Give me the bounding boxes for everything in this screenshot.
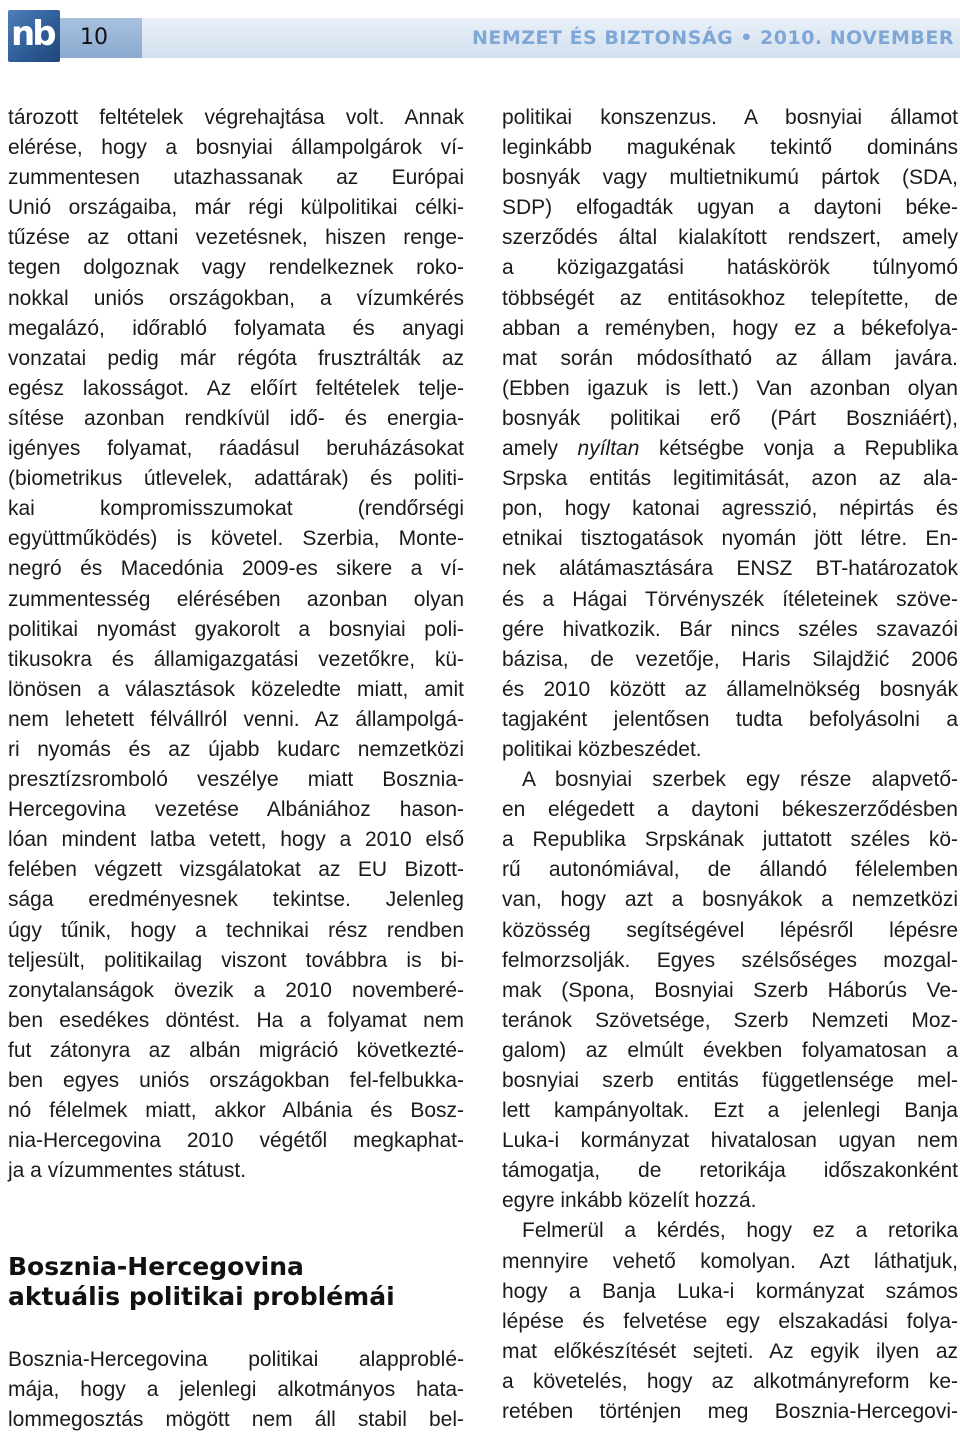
text-line: mat előkészítését sejteti. Az egyik ilyen az [502, 1339, 958, 1363]
header-band [142, 18, 960, 58]
section-title [8, 1252, 464, 1312]
text-line: Luka-i kormányzat hivatalosan ugyan nem [502, 1129, 958, 1153]
text-line: támogatja, de retorikája időszakonként [502, 1159, 958, 1183]
text-line: sítése azonban rendkívül idő- és energia- [8, 406, 464, 430]
text-line: van, hogy azt a bosnyákok a nemzetközi [502, 888, 958, 912]
text-line: nia-Hercegovina 2010 végétől megkaphat- [8, 1129, 464, 1153]
text-line: zonytalanságok övezik a 2010 novemberé- [8, 978, 464, 1002]
text-line: kai kompromisszumokat (rendőrségi [8, 497, 464, 521]
text-line: zummentesen utazhassanak az Európai [8, 166, 464, 190]
text-line: tározott feltételek végrehajtása volt. Annak [8, 106, 464, 129]
text-line: galom) az elmúlt években folyamatosan a [502, 1038, 958, 1062]
text-line: gére hivatkozik. Bár nincs széles szavazói [502, 617, 958, 641]
text-line: a követelés, hogy az alkotmányreform ke- [502, 1369, 958, 1393]
text-line: presztízsromboló veszélye miatt Bosznia- [8, 768, 464, 792]
text-line: mennyire vehető komolyan. Azt láthatjuk, [502, 1249, 958, 1273]
text-line: egész lakosságot. Az előírt feltételek telje- [8, 376, 464, 400]
text-line: zummentesség elérésében azonban olyan [8, 587, 464, 611]
text-line: mat során módosítható az állam javára. [502, 346, 958, 370]
logo-text: nb [11, 14, 54, 54]
journal-title: NEMZET ÉS BIZTONSÁG • 2010. NOVEMBER [471, 27, 954, 49]
text-line: felében végzett vizsgálatokat az EU Bizott- [8, 858, 464, 882]
text-line: bosnyiai szerb entitás függetlensége mel- [502, 1069, 958, 1092]
text-line: mak (Spona, Bosnyiai Szerb Háborús Ve- [502, 978, 958, 1002]
text-line: nó félelmek miatt, akkor Albánia és Bosz- [8, 1099, 464, 1123]
text-line: SDP) elfogadták ugyan a daytoni béke- [502, 196, 958, 220]
text-line: politikai nyomást gyakorolt a bosnyiai poli- [8, 617, 464, 641]
text-line: retében történjen meg Bosznia-Hercegovi- [502, 1400, 958, 1424]
text-line: vonzatai pedig már régóta frusztrálták az [8, 346, 464, 370]
text-line: ri nyomás és az újabb kudarc nemzetközi [8, 737, 464, 761]
text-line: leginkább magukénak tekintő domináns [502, 136, 958, 160]
text-line: negró és Macedónia 2009-es sikere a ví- [8, 557, 464, 581]
text-line: fut zátonyra az albán migráció következté- [8, 1038, 464, 1062]
text-line: szerződés által kialakított rendszert, amely [502, 226, 958, 250]
text-line: elérése, hogy a bosnyiai állampolgárok ví- [8, 136, 464, 160]
text-line: és 2010 között az államelnökség bosnyák [502, 677, 958, 701]
text-line: igényes folyamat, ráadásul beruházásokat [8, 437, 464, 461]
text-line: nem lehetett félvállról venni. Az állampolgá- [8, 707, 464, 731]
text-line: lommegosztás mögött nem áll stabil bel- [8, 1408, 464, 1432]
section-title-line-2: aktuális politikai problémái [8, 1282, 395, 1311]
text-line: (biometrikus útlevelek, adattárak) és politi- [8, 467, 464, 491]
text-line: úgy tűnik, hogy a technikai rész rendben [8, 918, 464, 942]
text-line: és a Hágai Törvényszék ítéleteinek szöve- [502, 587, 958, 611]
text-line: Hercegovina vezetése Albániához hason- [8, 798, 464, 822]
text-line: en elégedett a daytoni békeszerződésben [502, 798, 958, 822]
text-line: felmorzsolják. Egyes szélsőséges mozgal- [502, 948, 958, 972]
text-line: etnikai tisztogatások nyomán jött létre. En- [502, 527, 958, 551]
text-line: bázisa, de vezetője, Haris Silajdžić 2006 [502, 647, 958, 671]
text-line: amely nyíltan kétségbe vonja a Republika [502, 437, 959, 461]
text-line: ben esedékes döntést. Ha a folyamat nem [8, 1008, 464, 1032]
text-line: ben egyes uniós országokban fel-felbukka- [8, 1069, 464, 1092]
text-line: lóan mindent latba vetett, hogy a 2010 első [8, 828, 464, 852]
text-line: lépése és felvetése egy elszakadási folya- [502, 1309, 958, 1333]
text-line: politikai közbeszédet. [502, 737, 702, 761]
text-line: együttműködés) is követel. Szerbia, Monte- [8, 527, 464, 551]
text-line: ja a vízummentes státust. [8, 1159, 247, 1183]
section-body [8, 1345, 464, 1435]
text-line: hogy a Banja Luka-i kormányzat számos [502, 1279, 958, 1303]
text-line: lönösen a választások közeledte miatt, amit [8, 677, 464, 701]
text-line: Srpska entitás legitimitását, azon az ala- [502, 467, 958, 491]
text-line: sága eredményesnek tekintse. Jelenleg [8, 888, 464, 912]
text-line: tegen dolgoznak vagy rendelkeznek roko- [8, 256, 464, 280]
text-line: teránok Szövetsége, Szerb Nemzeti Moz- [502, 1008, 958, 1032]
section-title-line-1: Bosznia-Hercegovina [8, 1252, 304, 1281]
text-line: bosnyák vagy multietnikumú pártok (SDA, [502, 166, 958, 190]
right-paragraph-3 [502, 1216, 958, 1427]
right-paragraph-2 [502, 765, 958, 1216]
text-line: a Republika Srpskának juttatott széles kö- [502, 828, 958, 852]
text-line: Unió országaiba, már régi külpolitikai célki- [8, 196, 464, 220]
text-line: pon, hogy katonai agresszió, népirtás és [502, 497, 958, 521]
text-line: A bosnyiai szerbek egy része alapvető- [522, 768, 958, 792]
text-line: tikusokra és államigazgatási vezetőkre, kü- [8, 647, 464, 671]
text-line: Bosznia-Hercegovina politikai alapproblé- [8, 1348, 464, 1371]
text-line: egyre inkább közelít hozzá. [502, 1189, 757, 1213]
text-line: mája, hogy a jelenlegi alkotmányos hata- [8, 1378, 464, 1402]
text-line: bosnyák politikai erő (Párt Boszniáért), [502, 406, 958, 430]
text-line: politikai konszenzus. A bosnyiai államot [502, 106, 958, 129]
text-line: (Ebben igazuk is lett.) Van azonban olyan [502, 376, 958, 400]
text-line: abban a reményben, hogy ez a békefolya- [502, 316, 958, 340]
text-line: teljesült, politikailag viszont továbbra is bi- [8, 948, 464, 972]
text-line: nokkal uniós országokban, a vízumkérés [8, 286, 464, 310]
left-column [8, 103, 464, 1186]
text-line: megalázó, időrabló folyamata és anyagi [8, 316, 464, 340]
page-header [0, 0, 960, 68]
text-line: nek alátámasztására ENSZ BT-határozatok [502, 557, 958, 581]
right-paragraph-1 [502, 103, 958, 765]
right-column [502, 103, 958, 1427]
text-line: többségét az entitásokhoz telepítette, de [502, 286, 958, 310]
text-line: rű autonómiával, de állandó félelemben [502, 858, 958, 882]
journal-logo [8, 10, 60, 62]
text-line: lett kampányoltak. Ezt a jelenlegi Banja [502, 1099, 958, 1123]
left-paragraph [8, 103, 464, 1186]
text-line: tagjaként jelentősen tudta befolyásolni a [502, 707, 958, 731]
page-number: 10 [60, 18, 142, 58]
text-line: közösség segítségével lépésről lépésre [502, 918, 958, 942]
text-line: tűzése az ottani vezetésnek, hiszen renge- [8, 226, 464, 250]
text-line: Felmerül a kérdés, hogy ez a retorika [522, 1219, 958, 1243]
text-line: a közigazgatási hatáskörök túlnyomó [502, 256, 958, 280]
section-paragraph [8, 1345, 464, 1435]
